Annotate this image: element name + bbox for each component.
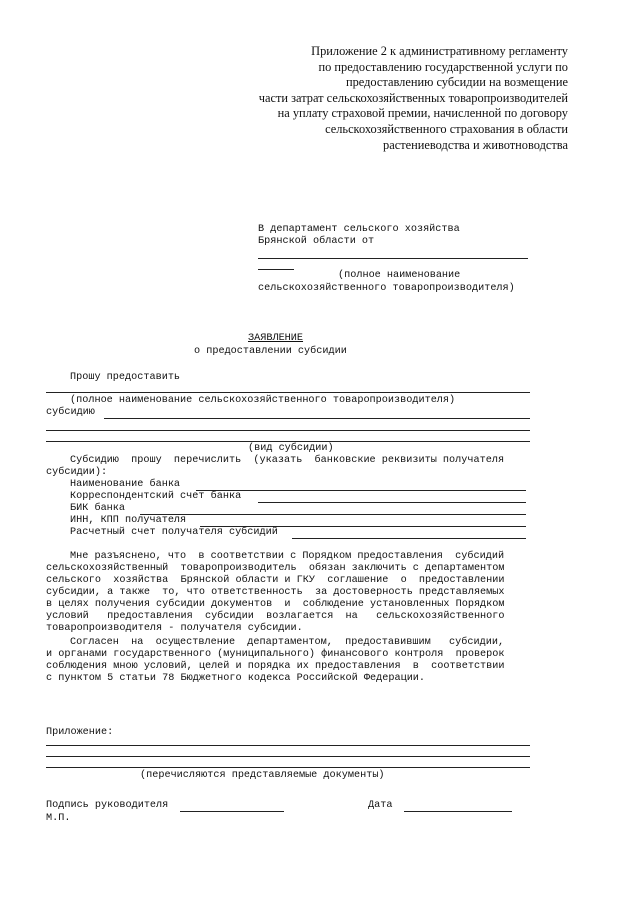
addressee-caption-1: (полное наименование — [338, 270, 461, 281]
document-subtitle: о предоставлении субсидии — [194, 346, 347, 357]
inn-kpp-label: ИНН, КПП получателя — [70, 515, 187, 526]
applicant-name-caption: (полное наименование сельскохозяйственного товаропроизводителя) — [70, 395, 456, 406]
subsidy-label: субсидию — [46, 407, 95, 418]
subsidy-line-3[interactable] — [46, 441, 530, 442]
bank-name-label: Наименование банка — [70, 479, 181, 490]
addressee-blank-line-short[interactable] — [258, 269, 294, 270]
attachments-line-3[interactable] — [46, 767, 530, 768]
clarification-line: субсидии, а также то, что ответственность за достоверность представляемых — [46, 587, 505, 598]
clarification-line: товаропроизводителя - получателя субсидии. — [46, 623, 303, 634]
appendix-header — [208, 44, 568, 153]
appendix-header-line: растениеводства и животноводства — [383, 137, 568, 152]
subsidy-line-2[interactable] — [46, 430, 530, 431]
corr-account-field[interactable] — [258, 502, 526, 503]
appendix-header-line: на уплату страховой премии, начисленной по договору — [277, 106, 568, 121]
addressee-line-2: Брянской области от — [258, 236, 375, 247]
date-label: Дата — [368, 800, 393, 811]
bank-intro-line-1: Субсидию прошу перечислить (указать банковские реквизиты получателя — [70, 455, 505, 466]
clarification-line: Мне разъяснено, что в соответствии с Порядком предоставления субсидий — [70, 551, 505, 562]
consent-line: и органами государственного (муниципального) финансового контроля проверок — [46, 649, 505, 660]
settlement-account-field[interactable] — [292, 538, 526, 539]
subsidy-type-caption: (вид субсидии) — [248, 443, 334, 454]
clarification-line: условий предоставления субсидии возлагается на сельскохозяйственного — [46, 611, 505, 622]
appendix-header-line: сельскохозяйственного страхования в области — [325, 121, 568, 136]
consent-line: соблюдения мною условий, целей и порядка их предоставления в соответствии — [46, 661, 505, 672]
clarification-line: в целях получения субсидии документов и соблюдение установленных Порядком — [46, 599, 505, 610]
attachments-caption: (перечисляются представляемые документы) — [140, 770, 385, 781]
request-intro: Прошу предоставить — [70, 372, 181, 383]
subsidy-line-1[interactable] — [104, 418, 530, 419]
document-title: ЗАЯВЛЕНИЕ — [248, 333, 304, 344]
attachments-label: Приложение: — [46, 727, 114, 738]
clarification-line: сельского хозяйства Брянской области и ГКУ соглашение о предоставлении — [46, 575, 505, 586]
appendix-header-line: предоставлению субсидии на возмещение — [345, 75, 568, 90]
bik-label: БИК банка — [70, 503, 126, 514]
corr-account-label: Корреспондентский счет банка — [70, 491, 242, 502]
seal-label: М.П. — [46, 813, 71, 824]
bank-intro-line-2: субсидии): — [46, 467, 108, 478]
addressee-blank-line[interactable] — [258, 258, 528, 259]
bik-field[interactable] — [140, 514, 526, 515]
consent-line: с пунктом 5 статьи 78 Бюджетного кодекса Российской Федерации. — [46, 673, 426, 684]
date-field[interactable] — [404, 811, 512, 812]
attachments-line-2[interactable] — [46, 756, 530, 757]
clarification-line: сельскохозяйственный товаропроизводитель обязан заключить с департаментом — [46, 563, 505, 574]
appendix-header-line: части затрат сельскохозяйственных товаропроизводителей — [258, 90, 568, 105]
appendix-header-line: по предоставлению государственной услуги по — [318, 59, 568, 74]
addressee-line-1: В департамент сельского хозяйства — [258, 224, 460, 235]
appendix-header-line: Приложение 2 к административному регламенту — [311, 44, 568, 58]
bank-name-field[interactable] — [196, 490, 526, 491]
attachments-line-1[interactable] — [46, 745, 530, 746]
signature-field[interactable] — [180, 811, 284, 812]
applicant-name-line[interactable] — [46, 392, 530, 393]
settlement-account-label: Расчетный счет получателя субсидий — [70, 527, 278, 538]
addressee-caption-2: сельскохозяйственного товаропроизводителя) — [258, 283, 515, 294]
consent-line: Согласен на осуществление департаментом, предоставившим субсидии, — [70, 637, 505, 648]
signature-label: Подпись руководителя — [46, 800, 169, 811]
